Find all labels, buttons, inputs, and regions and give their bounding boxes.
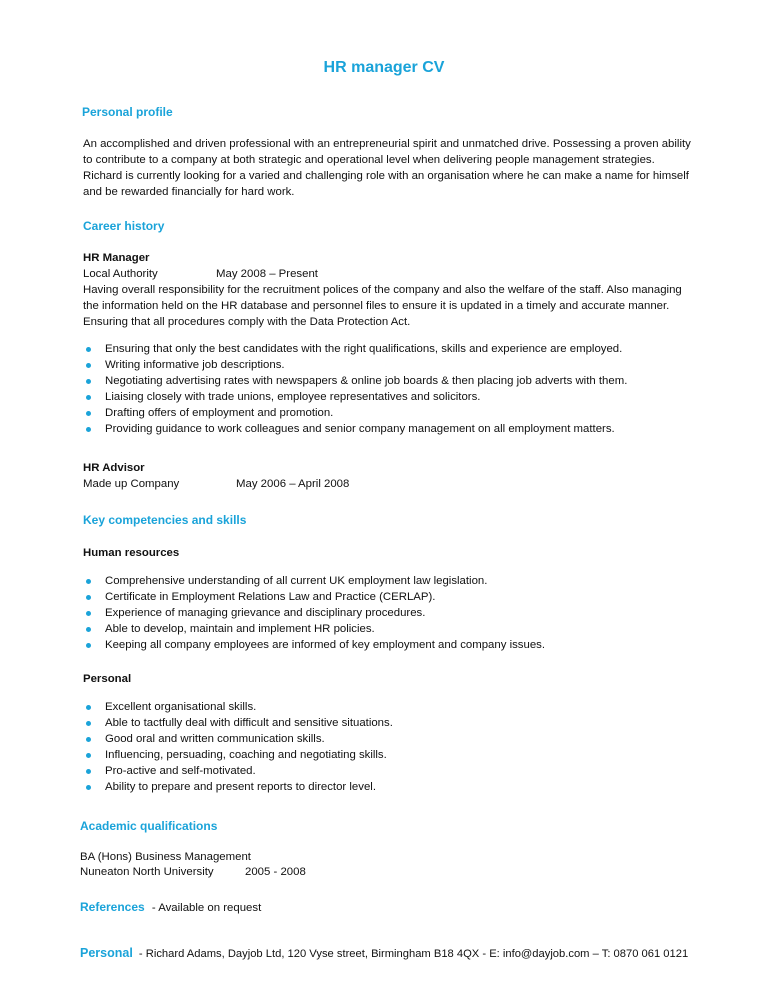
profile-line: Richard is currently looking for a varied and challenging role with an organisation where he can make a name for himself: [83, 170, 689, 182]
section-heading-key-competencies: Key competencies and skills: [83, 513, 247, 527]
list-item: [83, 605, 545, 621]
hr-skills-list: [83, 573, 545, 653]
subheading-personal: Personal: [83, 673, 132, 685]
job-duties-list: [83, 341, 627, 437]
list-item-text: Pro-active and self-motivated.: [105, 765, 256, 777]
list-item: [83, 405, 627, 421]
bullet-icon: [86, 579, 91, 584]
job-company: Made up Company: [83, 478, 180, 490]
list-item: [83, 421, 627, 437]
list-item: [83, 747, 393, 763]
degree-name: BA (Hons) Business Management: [80, 851, 251, 863]
list-item-text: Comprehensive understanding of all current UK employment law legislation.: [105, 575, 488, 587]
list-item-text: Able to tactfully deal with difficult and sensitive situations.: [105, 717, 393, 729]
section-heading-academic: Academic qualifications: [80, 819, 218, 833]
footer-contact: [80, 945, 688, 962]
profile-line: and be rewarded financially for hard work.: [83, 186, 295, 198]
section-heading-personal-profile: Personal profile: [82, 105, 173, 119]
list-item: [83, 763, 393, 779]
bullet-icon: [86, 595, 91, 600]
bullet-icon: [86, 363, 91, 368]
bullet-icon: [86, 721, 91, 726]
job-dates: May 2006 – April 2008: [236, 478, 350, 490]
list-item: [83, 589, 545, 605]
list-item: [83, 357, 627, 373]
section-heading-career-history: Career history: [83, 219, 165, 233]
job-description: [83, 282, 723, 330]
bullet-icon: [86, 611, 91, 616]
university-name: Nuneaton North University: [80, 866, 214, 878]
bullet-icon: [86, 705, 91, 710]
list-item-text: Liaising closely with trade unions, employee representatives and solicitors.: [105, 391, 481, 403]
section-heading-references: References: [80, 900, 145, 914]
subheading-human-resources: Human resources: [83, 547, 180, 559]
references-line: [80, 899, 261, 916]
personal-skills-list: [83, 699, 393, 795]
list-item: [83, 389, 627, 405]
list-item: [83, 715, 393, 731]
bullet-icon: [86, 753, 91, 758]
bullet-icon: [86, 427, 91, 432]
list-item-text: Good oral and written communication skills.: [105, 733, 325, 745]
job-title: HR Manager: [83, 252, 150, 264]
list-item: [83, 637, 545, 653]
list-item-text: Negotiating advertising rates with newspapers & online job boards & then placing job adverts with them.: [105, 375, 628, 387]
list-item: [83, 373, 627, 389]
list-item: [83, 621, 545, 637]
list-item-text: Providing guidance to work colleagues and senior company management on all employment matters.: [105, 423, 615, 435]
profile-line: An accomplished and driven professional with an entrepreneurial spirit and unmatched drive. Possessing a proven ability: [83, 138, 691, 150]
list-item: [83, 779, 393, 795]
list-item-text: Influencing, persuading, coaching and negotiating skills.: [105, 749, 387, 761]
study-years: 2005 - 2008: [245, 866, 306, 878]
bullet-icon: [86, 347, 91, 352]
list-item-text: Keeping all company employees are informed of key employment and company issues.: [105, 639, 546, 651]
bullet-icon: [86, 627, 91, 632]
footer-label: Personal: [80, 946, 133, 960]
list-item-text: Experience of managing grievance and disciplinary procedures.: [105, 607, 426, 619]
job-description-line: the information held on the HR database and personnel files to ensure it is updated in a timely and accurate manner.: [83, 300, 670, 312]
bullet-icon: [86, 411, 91, 416]
list-item-text: Writing informative job descriptions.: [105, 359, 285, 371]
list-item: [83, 341, 627, 357]
profile-line: to contribute to a company at both strategic and operational level when delivering people management strategies.: [83, 154, 655, 166]
document-title: HR manager CV: [323, 59, 445, 76]
list-item-text: Excellent organisational skills.: [105, 701, 257, 713]
job-description-line: Ensuring that all procedures comply with the Data Protection Act.: [83, 316, 411, 328]
list-item: [83, 573, 545, 589]
profile-paragraph: [83, 136, 723, 200]
bullet-icon: [86, 395, 91, 400]
footer-text: - Richard Adams, Dayjob Ltd, 120 Vyse street, Birmingham B18 4QX - E: info@dayjob.com – T: 0870 061 0121: [138, 948, 689, 960]
job-dates: May 2008 – Present: [216, 268, 318, 280]
job-title: HR Advisor: [83, 462, 145, 474]
references-text: - Available on request: [151, 902, 262, 914]
bullet-icon: [86, 769, 91, 774]
job-company: Local Authority: [83, 268, 158, 280]
list-item-text: Ensuring that only the best candidates with the right qualifications, skills and experience are employed.: [105, 343, 623, 355]
bullet-icon: [86, 785, 91, 790]
list-item-text: Certificate in Employment Relations Law and Practice (CERLAP).: [105, 591, 436, 603]
bullet-icon: [86, 737, 91, 742]
list-item: [83, 731, 393, 747]
list-item-text: Ability to prepare and present reports to director level.: [105, 781, 376, 793]
list-item-text: Able to develop, maintain and implement HR policies.: [105, 623, 375, 635]
bullet-icon: [86, 379, 91, 384]
list-item-text: Drafting offers of employment and promotion.: [105, 407, 334, 419]
list-item: [83, 699, 393, 715]
bullet-icon: [86, 643, 91, 648]
job-description-line: Having overall responsibility for the recruitment polices of the company and also the welfare of the staff. Also managing: [83, 284, 682, 296]
